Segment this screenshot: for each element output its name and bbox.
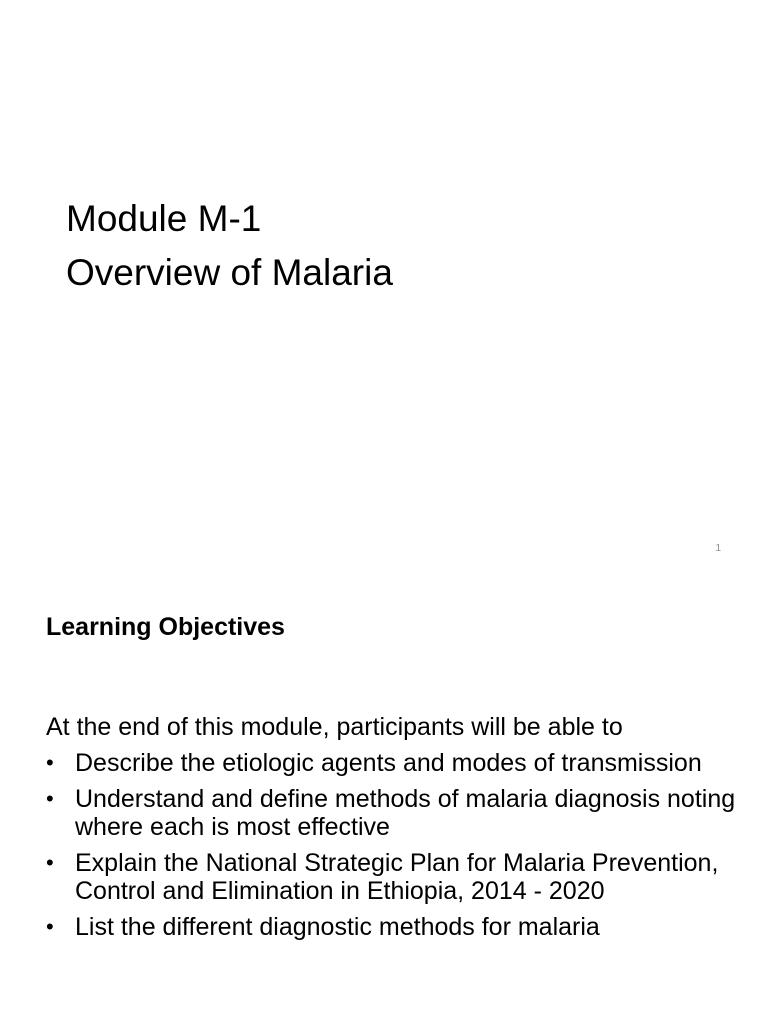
intro-text: At the end of this module, participants will be able to <box>46 713 623 741</box>
bullet-icon: • <box>46 850 54 875</box>
slide-body <box>46 712 736 949</box>
page-number: 1 <box>715 543 721 554</box>
list-item <box>46 849 736 905</box>
slide-learning-objectives <box>0 576 768 1024</box>
slide-title-text <box>66 192 393 300</box>
list-item-text: Describe the etiologic agents and modes of transmission <box>75 749 702 777</box>
list-item <box>46 749 736 777</box>
bullet-icon: • <box>46 914 54 939</box>
list-item-text: Understand and define methods of malaria diagnosis noting where each is most effective <box>75 785 736 841</box>
bullet-icon: • <box>46 750 54 775</box>
bullet-icon: • <box>46 786 54 811</box>
module-subtitle: Overview of Malaria <box>66 252 393 293</box>
list-item <box>46 785 736 841</box>
list-item-text: Explain the National Strategic Plan for Malaria Prevention, Control and Elimination in Ethiopia, 2014 - 2020 <box>75 849 719 905</box>
list-item-text: List the different diagnostic methods for malaria <box>75 913 600 941</box>
objectives-list <box>46 749 736 941</box>
slide-heading: Learning Objectives <box>46 613 285 641</box>
module-title: Module M-1 <box>66 198 262 239</box>
list-item <box>46 913 736 941</box>
